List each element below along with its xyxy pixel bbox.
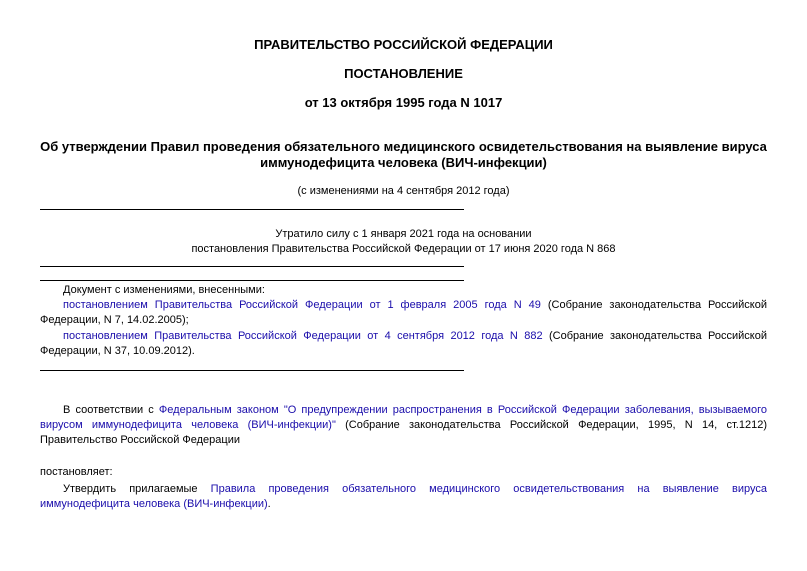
basis-paragraph (40, 403, 767, 448)
changes-note: (с изменениями на 4 сентября 2012 года) (297, 185, 510, 197)
amendment-source-2: (Собрание законодательства Российской Федерации, N 37, 10.09.2012). (40, 330, 767, 357)
amendment-link-1[interactable]: постановлением Правительства Российской Федерации от 1 февраля 2005 года N 49 (63, 299, 541, 311)
rules-link[interactable]: Правила проведения обязательного медицинского освидетельствования на выявление вируса иммунодефицита человека (ВИЧ-инфекции) (40, 483, 767, 510)
basis-prefix: В соответствии с (63, 404, 159, 416)
divider (40, 280, 464, 281)
document-page (40, 0, 767, 571)
basis-source: (Собрание законодательства Российской Федерации, 1995, N 14, ст.1212) Правительство Российской Федерации (40, 419, 767, 446)
government-heading: ПРАВИТЕЛЬСТВО РОССИЙСКОЙ ФЕДЕРАЦИИ (254, 37, 553, 52)
approve-prefix: Утвердить прилагаемые (63, 483, 211, 495)
divider (40, 266, 464, 267)
divider (40, 370, 464, 371)
repeal-status-line-1: Утратило силу с 1 января 2021 года на основании (275, 228, 532, 240)
divider (40, 209, 464, 210)
amendment-link-2[interactable]: постановлением Правительства Российской Федерации от 4 сентября 2012 года N 882 (63, 330, 543, 342)
amendment-item-1 (40, 298, 767, 328)
repeal-status (40, 227, 767, 257)
document-type-heading: ПОСТАНОВЛЕНИЕ (344, 66, 463, 81)
repeal-status-line-2: постановления Правительства Российской Федерации от 17 июня 2020 года N 868 (191, 243, 616, 255)
decree-word: постановляет: (40, 466, 113, 478)
document-date-number: от 13 октября 1995 года N 1017 (304, 95, 503, 110)
document-title: Об утверждении Правил проведения обязательного медицинского освидетельствования на выявление вируса иммунодефицита человека (ВИЧ-инфекции) (40, 139, 767, 170)
approve-paragraph (40, 482, 767, 512)
amendment-item-2 (40, 329, 767, 359)
amendments-intro: Документ с изменениями, внесенными: (63, 284, 265, 296)
amendment-source-1: (Собрание законодательства Российской Федерации, N 7, 14.02.2005); (40, 299, 767, 326)
approve-tail: . (267, 498, 271, 510)
federal-law-link[interactable]: Федеральным законом "О предупреждении распространения в Российской Федерации заболевания, вызываемого вирусом иммунодефицита человека (ВИЧ-инфекции)" (40, 404, 767, 431)
